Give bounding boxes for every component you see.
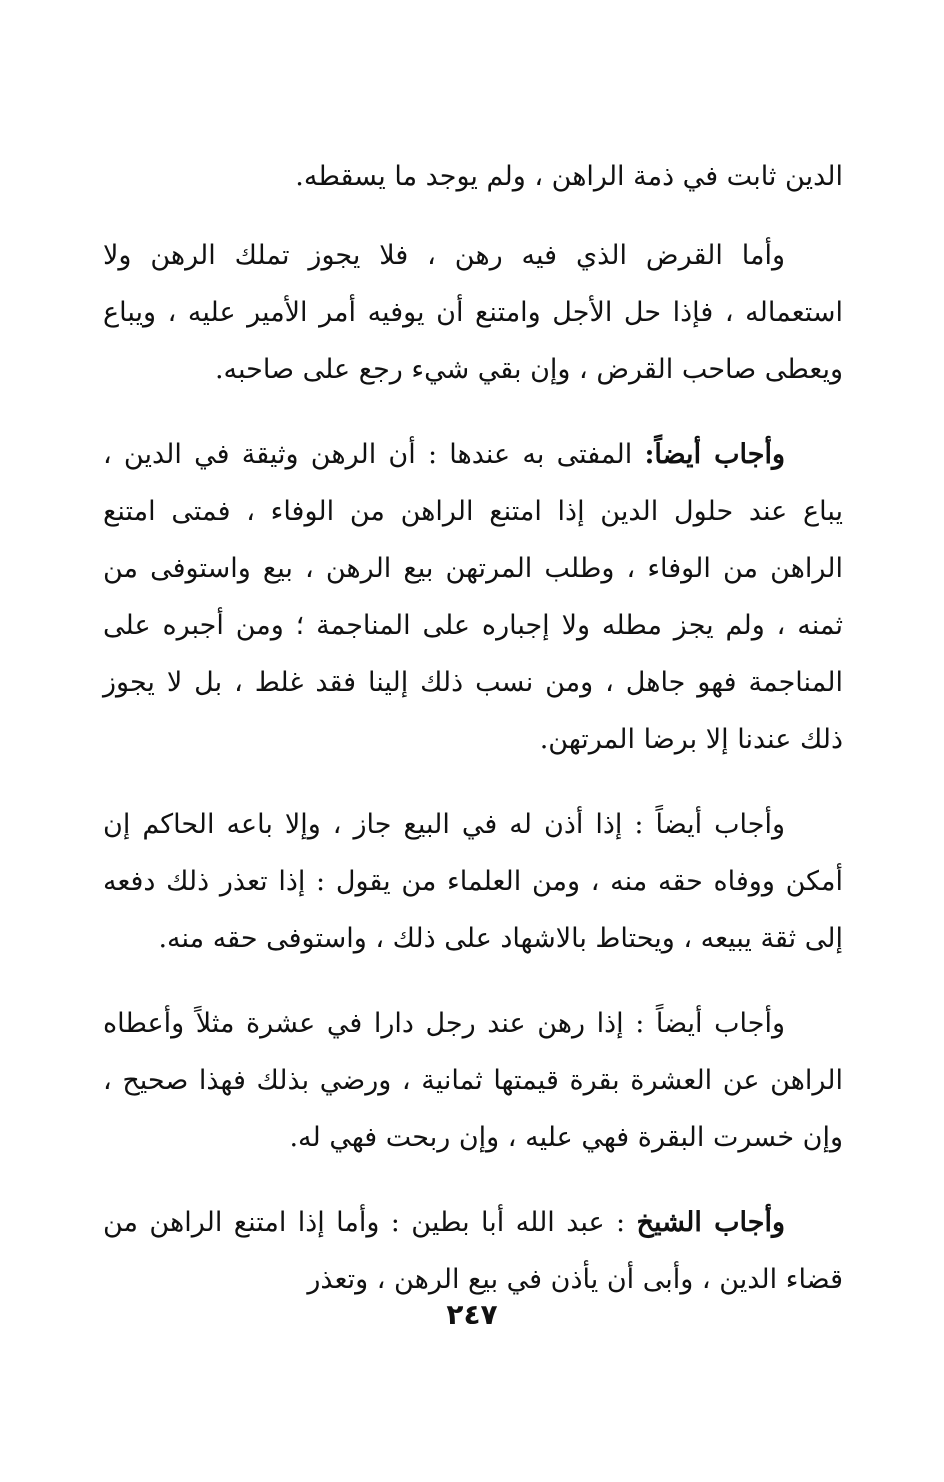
page-number: ٢٤٧ xyxy=(446,1298,498,1331)
paragraph-3-lead: وأجاب أيضاً: xyxy=(644,439,785,470)
paragraph-6-text: : عبد الله أبا بطين : وأما إذا امتنع الراهن من قضاء الدين ، وأبى أن يأذن في بيع الرهن ، وتعذر xyxy=(103,1207,843,1295)
paragraph-1-text: الدين ثابت في ذمة الراهن ، ولم يوجد ما يسقطه. xyxy=(295,161,843,192)
paragraph-3-text: المفتى به عندها : أن الرهن وثيقة في الدين ، يباع عند حلول الدين إذا امتنع الراهن من الوفاء ، فمتى امتنع الراهن من الوفاء ، وطلب المرتهن بيع الرهن ، بيع واستوفى من ثمنه ، ولم يجز مطله ولا إجباره على المناجمة ؛ ومن أجبره على المناجمة فهو جاهل ، ومن نسب ذلك إلينا فقد غلط ، بل لا يجوز ذلك عندنا إلا برضا المرتهن. xyxy=(103,439,843,755)
paragraph-2 xyxy=(103,227,843,398)
paragraph-2-text: وأما القرض الذي فيه رهن ، فلا يجوز تملك الرهن ولا استعماله ، فإذا حل الأجل وامتنع أن يوفيه أمر الأمير عليه ، ويباع ويعطى صاحب القرض ، وإن بقي شيء رجع على صاحبه. xyxy=(103,240,843,385)
paragraph-3 xyxy=(103,426,843,768)
paragraph-1 xyxy=(103,148,843,205)
paragraph-5 xyxy=(103,995,843,1166)
paragraph-4-text: وأجاب أيضاً : إذا أذن له في البيع جاز ، وإلا باعه الحاكم إن أمكن ووفاه حقه منه ، ومن العلماء من يقول : إذا تعذر ذلك دفعه إلى ثقة يبيعه ، ويحتاط بالاشهاد على ذلك ، واستوفى حقه منه. xyxy=(103,809,843,954)
page-body xyxy=(103,148,843,1308)
paragraph-5-text: وأجاب أيضاً : إذا رهن عند رجل دارا في عشرة مثلاً وأعطاه الراهن عن العشرة بقرة قيمتها ثمانية ، ورضي بذلك فهذا صحيح ، وإن خسرت البقرة فهي عليه ، وإن ربحت فهي له. xyxy=(103,1008,843,1153)
paragraph-4 xyxy=(103,796,843,967)
paragraph-6-lead: وأجاب الشيخ xyxy=(636,1207,785,1238)
paragraph-6 xyxy=(103,1194,843,1308)
